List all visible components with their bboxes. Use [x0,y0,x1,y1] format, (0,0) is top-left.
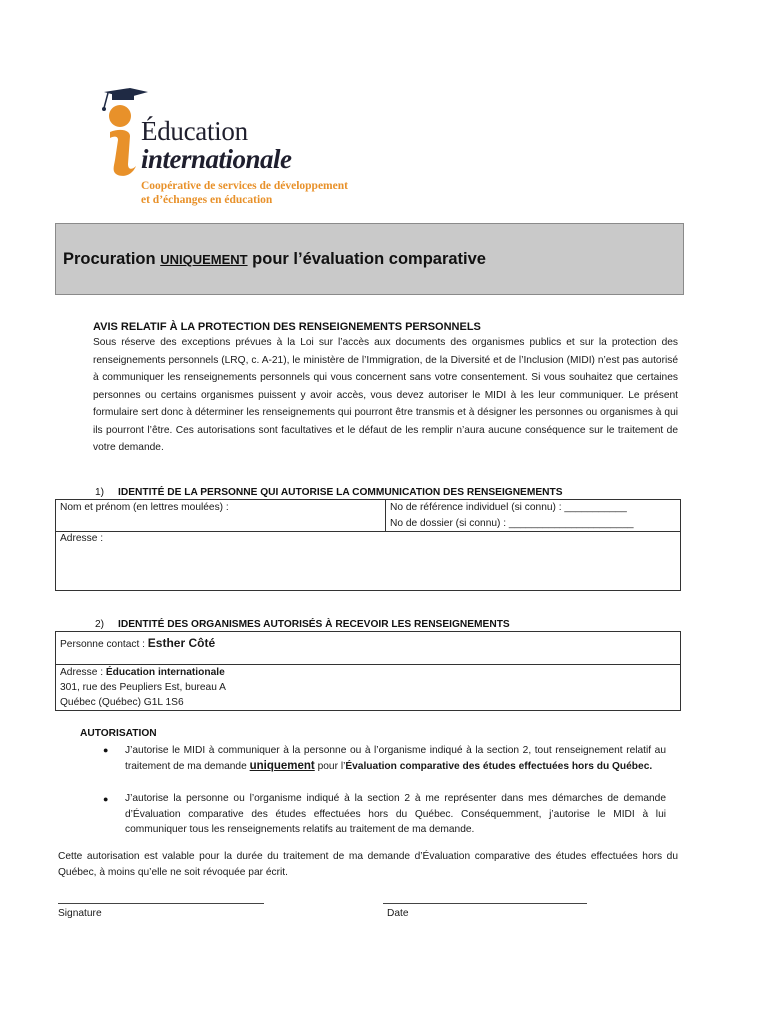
section1-heading: IDENTITÉ DE LA PERSONNE QUI AUTORISE LA COMMUNICATION DES RENSEIGNEMENTS [118,487,563,498]
notice-heading: AVIS RELATIF À LA PROTECTION DES RENSEIGNEMENTS PERSONNELS [93,321,481,333]
contact-field[interactable]: Personne contact : Esther Côté [60,636,216,650]
section2-row-divider [55,664,681,665]
reference-number-field[interactable]: No de référence individuel (si connu) : ___________ [390,502,627,513]
section2-address-field[interactable]: Adresse : Éducation internationale [60,667,225,678]
authorization-bullet-2: J’autorise la personne ou l’organisme indiqué à la section 2 à me représenter dans mes démarches de demande d’Évaluation comparative des études effectuées hors du Québec. Conséquemment, j’autorise le MIDI à lui communiquer tous les renseignements relatifs au traitement de ma demande. [125,793,666,835]
logo-brand-line1: Éducation [141,116,248,146]
file-number-field[interactable]: No de dossier (si connu) : ______________________ [390,518,634,529]
bullet-dot-1: ● [103,745,109,755]
contact-value: Esther Côté [147,636,216,650]
date-line[interactable] [383,903,587,904]
section2-number: 2) [95,619,105,630]
validity-statement: Cette autorisation est valable pour la durée du traitement de ma demande d’Évaluation comparative des études effectuées hors du Québec, à moins qu’elle ne soit révoquée par écrit. [58,851,678,878]
page-title: Procuration UNIQUEMENT pour l’évaluation comparative [63,250,486,268]
title-banner [55,223,684,295]
title-emphasis: UNIQUEMENT [160,252,248,267]
logo-brand-line2: internationale [141,144,292,174]
uniquement-emphasis: uniquement [249,759,315,772]
name-field[interactable]: Nom et prénom (en lettres moulées) : [60,502,229,513]
signature-label: Signature [58,908,102,919]
logo-tagline-line1: Coopérative de services de développement [141,180,348,192]
section1-address-field[interactable]: Adresse : [60,533,104,544]
date-label: Date [387,908,409,919]
section1-divider [385,499,386,531]
authorization-bullet-1: J’autorise le MIDI à communiquer à la personne ou à l’organisme indiqué à la section 2, tout renseignement relatif au traitement de ma demande uniquement pour l’Évaluation comparative des études effectuées hors du Québec. [125,745,666,772]
organization-name: Éducation internationale [105,667,225,678]
section1-number: 1) [95,487,105,498]
logo-tagline-line2: et d’échanges en éducation [141,194,273,206]
signature-line[interactable] [58,903,264,904]
bullet-dot-2: ● [103,794,109,804]
notice-body: Sous réserve des exceptions prévues à la Loi sur l’accès aux documents des organismes publics et sur la protection des renseignements personnels (LRQ, c. A-21), le ministère de l’Immigration, de la Diversité et de l’Inclusion (MIDI) n’est pas autorisé à communiquer les renseignements personnels qui vous concernent sans votre consentement. Si vous souhaitez que certaines personnes ou certains organismes puissent y avoir accès, vous devez autoriser le MIDI à les leur communiquer. Le présent formulaire sert donc à déterminer les renseignements qui pourront être transmis et à désigner les personnes ou organismes à qui ils pourront l’être. Ces autorisations sont facultatives et le défaut de les remplir n’aura aucune conséquence sur le traitement de votre demande. [93,337,678,453]
section2-heading: IDENTITÉ DES ORGANISMES AUTORISÉS À RECEVOIR LES RENSEIGNEMENTS [118,619,510,630]
address-line2: 301, rue des Peupliers Est, bureau A [60,682,226,693]
section1-row-divider [55,531,681,532]
authorization-heading: AUTORISATION [80,728,157,739]
address-line3: Québec (Québec) G1L 1S6 [60,697,184,708]
